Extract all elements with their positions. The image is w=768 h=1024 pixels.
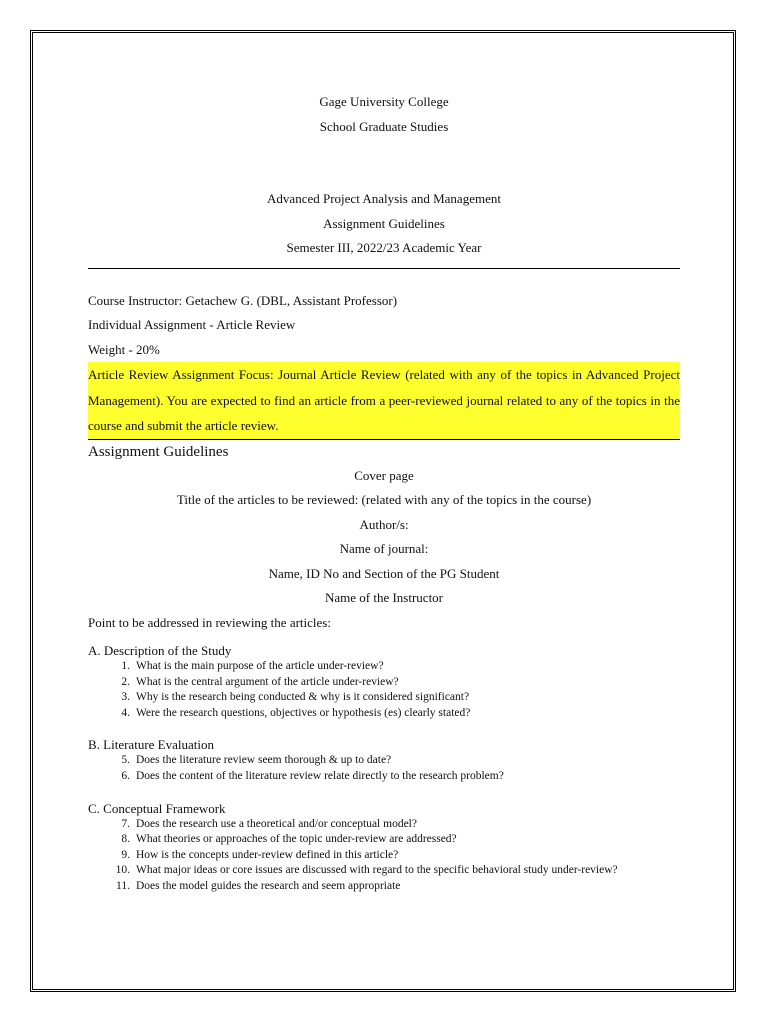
institution-name: Gage University College <box>319 94 449 109</box>
assignment-type-line: Individual Assignment - Article Review <box>88 317 296 332</box>
list-item: 2. What is the central argument of the article under-review? <box>121 675 399 688</box>
section-title: C. Conceptual Framework <box>88 800 226 816</box>
section-conceptual <box>88 801 680 895</box>
course-title: Advanced Project Analysis and Management <box>267 191 501 206</box>
list-item: 8. What theories or approaches of the topic under-review are addressed? <box>121 833 457 846</box>
section-description <box>88 643 680 721</box>
cover-item: Author/s: <box>359 516 409 532</box>
cover-page-list <box>88 464 680 612</box>
institution-header <box>88 90 680 139</box>
list-item: 11. Does the model guides the research and seem appropriate <box>116 880 401 892</box>
header-divider <box>88 268 680 269</box>
cover-item: Name of the Instructor <box>324 590 444 606</box>
guidelines-heading: Assignment Guidelines <box>88 443 229 460</box>
cover-item: Cover page <box>354 467 414 483</box>
list-item: 10. What major ideas or core issues are discussed with regard to the specific behavioral study under-review? <box>115 864 618 877</box>
semester-line: Semester III, 2022/23 Academic Year <box>286 240 482 255</box>
list-item: 3. Why is the research being conducted & why is it considered significant? <box>121 691 470 704</box>
question-list <box>88 817 680 895</box>
document-title: Assignment Guidelines <box>323 215 445 231</box>
list-item: 4. Were the research questions, objectives or hypothesis (es) clearly stated? <box>121 706 471 719</box>
assignment-info <box>88 289 680 363</box>
cover-item: Name of journal: <box>339 541 429 557</box>
weight-line: Weight - 20% <box>88 341 160 357</box>
list-item: 6. Does the content of the literature review relate directly to the research problem? <box>121 770 504 783</box>
section-title: B. Literature Evaluation <box>88 737 214 753</box>
points-intro: Point to be addressed in reviewing the articles: <box>88 615 331 631</box>
school-name: School Graduate Studies <box>319 118 449 134</box>
document-body <box>88 90 680 895</box>
cover-item: Title of the articles to be reviewed: (related with any of the topics in the course) <box>176 492 592 508</box>
question-list <box>88 659 680 721</box>
focus-highlight: Article Review Assignment Focus: Journal Article Review (related with any of the topics in Advanced Project Management). You are expected to find an article from a peer-reviewed journal related to any of the topics in the course and submit the article review. <box>88 362 680 440</box>
list-item: 1. What is the main purpose of the article under-review? <box>121 660 384 673</box>
question-list <box>88 753 680 784</box>
list-item: 5. Does the literature review seem thorough & up to date? <box>121 754 392 767</box>
cover-item: Name, ID No and Section of the PG Student <box>268 565 500 581</box>
course-title-block <box>88 187 680 261</box>
section-literature <box>88 737 680 784</box>
instructor-line: Course Instructor: Getachew G. (DBL, Assistant Professor) <box>88 292 398 308</box>
list-item: 7. Does the research use a theoretical and/or conceptual model? <box>121 817 417 830</box>
list-item: 9. How is the concepts under-review defined in this article? <box>121 848 399 861</box>
section-title: A. Description of the Study <box>88 643 232 659</box>
